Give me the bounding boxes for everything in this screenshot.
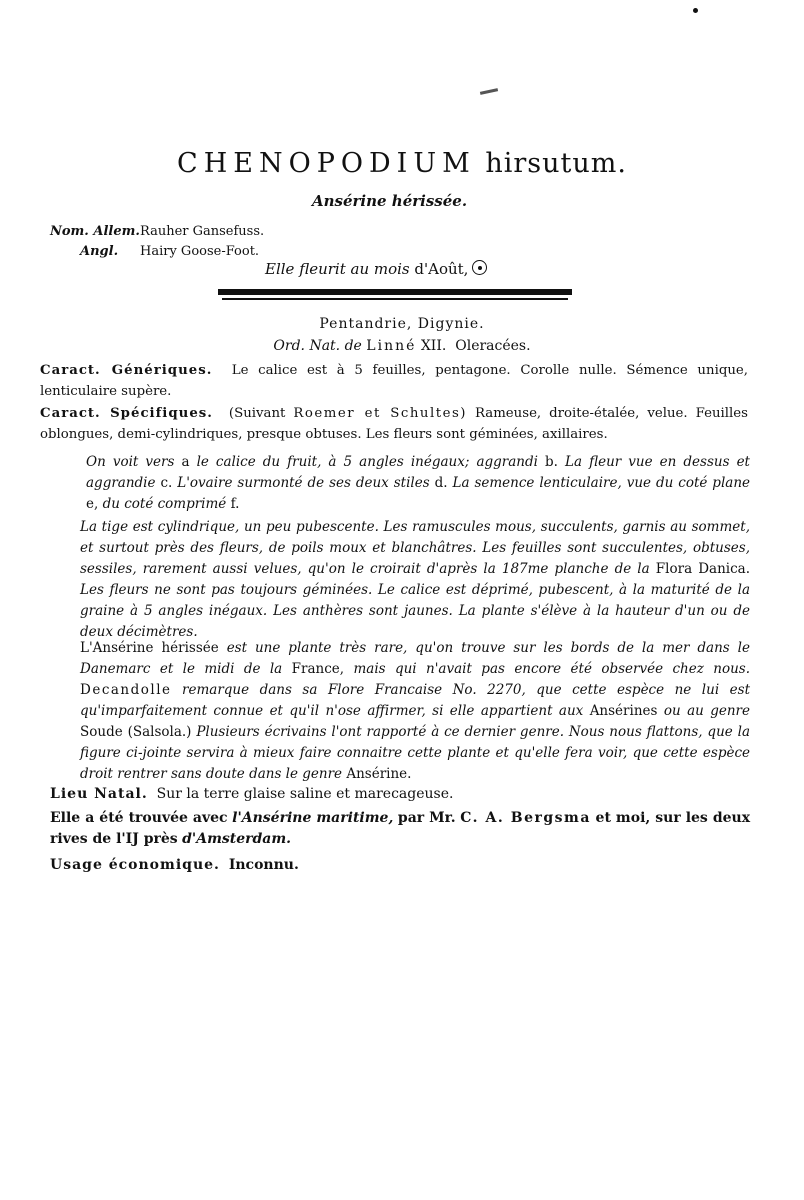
flowering-month: d'Août,: [414, 260, 469, 278]
generic-characters: [40, 360, 748, 402]
specific-characters: Caract. Spécifiques. (Suivant Roemer et Schultes) Rameuse, droite-étalée, velue. Feuilles oblongues, demi-cylindriques, presque obtuses. Les fleurs sont géminées, axillaires.: [40, 406, 748, 442]
flowering-time: [265, 260, 487, 278]
genus-name: CHENOPODIUM: [177, 148, 476, 179]
divider-rule-thin: [222, 298, 568, 300]
generic-label: Caract. Génériques.: [40, 363, 213, 378]
bergsma: C. A. Bergsma: [460, 810, 591, 826]
divider-rule: [218, 289, 572, 295]
angl-label: Angl.: [80, 244, 119, 259]
flora-danica: Flora Danica.: [655, 561, 751, 577]
usage-value: Inconnu.: [228, 857, 299, 873]
ink-mark: [480, 88, 498, 95]
decandolle: Decandolle: [80, 682, 172, 698]
authors: Roemer et Schultes): [293, 406, 467, 421]
linnaean-class: Pentandrie, Digynie.: [319, 316, 485, 332]
annual-symbol-icon: [472, 260, 487, 275]
habitat-label: Lieu Natal.: [50, 786, 148, 802]
common-names: [50, 222, 264, 262]
plate-description: On voit vers a le calice du fruit, à 5 angles inégaux; aggrandi b. La fleur vue en dessus et aggrandie c. L'ovaire surmonté de ses deux stiles d. La semence lenticulaire, vue du coté plane e, du coté comprimé f.: [86, 454, 750, 512]
page-title: [0, 148, 804, 179]
french-name: Ansérine hérissée.: [312, 192, 468, 210]
order-number: XII.: [420, 338, 447, 354]
flowering-text: Elle fleurit au mois: [265, 260, 410, 278]
rarity-paragraph: L'Ansérine hérissée est une plante très rare, qu'on trouve sur les bords de la mer dans le Danemarc et le midi de la France, mais qui n'avait pas encore été observée chez nous. Decandolle remarque dans sa Flore Francaise No. 2270, que cette espèce ne lui est qu'imparfaitement connue et qu'il n'ose affirmer, si elle appartient aux Ansérines ou au genre Soude (Salsola.) Plusieurs écrivains l'ont rapporté à ce dernier genre. Nous nous flattons, que la figure ci-jointe servira à mieux faire connaitre cette plante et qu'elle fera voir, que cette espèce droit rentrer sans doute dans le genre Ansérine.: [80, 640, 750, 782]
family-name: Oleracées.: [455, 338, 531, 354]
specific-label: Caract. Spécifiques.: [40, 406, 213, 421]
natural-order: Ord. Nat. de Linné XII. Oleracées.: [273, 338, 531, 354]
stem-description: La tige est cylindrique, un peu pubescente. Les ramuscules mous, succulents, garnis au sommet, et surtout près des fleurs, de poils moux et blanchâtres. Les feuilles sont succulentes, obtuses, sessiles, rarement aussi velues, qu'on le croirait d'après la 187me planche de la Flora Danica. Les fleurs ne sont pas toujours géminées. Le calice est déprimé, pubescent, à la maturité de la graine à 5 angles inégaux. Les anthères sont jaunes. La plante s'élève à la hauteur d'un ou de deux décimètres.: [80, 519, 751, 640]
linne-name: Linné: [366, 338, 417, 354]
habitat-text: Sur la terre glaise saline et marecageuse.: [156, 786, 454, 802]
german-name-row: [50, 222, 264, 242]
found-locations: Elle a été trouvée avec l'Ansérine maritime, par Mr. C. A. Bergsma et moi, sur les deux rives de l'IJ près d'Amsterdam.: [50, 810, 751, 847]
habitat: [50, 784, 750, 805]
german-name: Rauher Gansefuss.: [140, 224, 265, 239]
usage-label: Usage économique.: [50, 857, 220, 873]
nom-label: Nom.: [50, 224, 89, 239]
species-name: hirsutum.: [485, 148, 627, 179]
english-name-row: [50, 242, 264, 262]
allem-label: Allem.: [93, 224, 140, 239]
economic-usage: [50, 855, 750, 876]
english-name: Hairy Goose-Foot.: [140, 244, 260, 259]
generic-text: Le calice est à 5 feuilles, pentagone. Corolle nulle. Sémence unique, lenticulaire supère.: [40, 363, 748, 399]
specific-text: Rameuse, droite-étalée, velue. Feuilles oblongues, demi-cylindriques, presque obtuses. Les fleurs sont géminées, axillaires.: [40, 406, 748, 442]
ord-label: Ord. Nat.: [273, 338, 341, 354]
ink-dot: [693, 8, 698, 13]
